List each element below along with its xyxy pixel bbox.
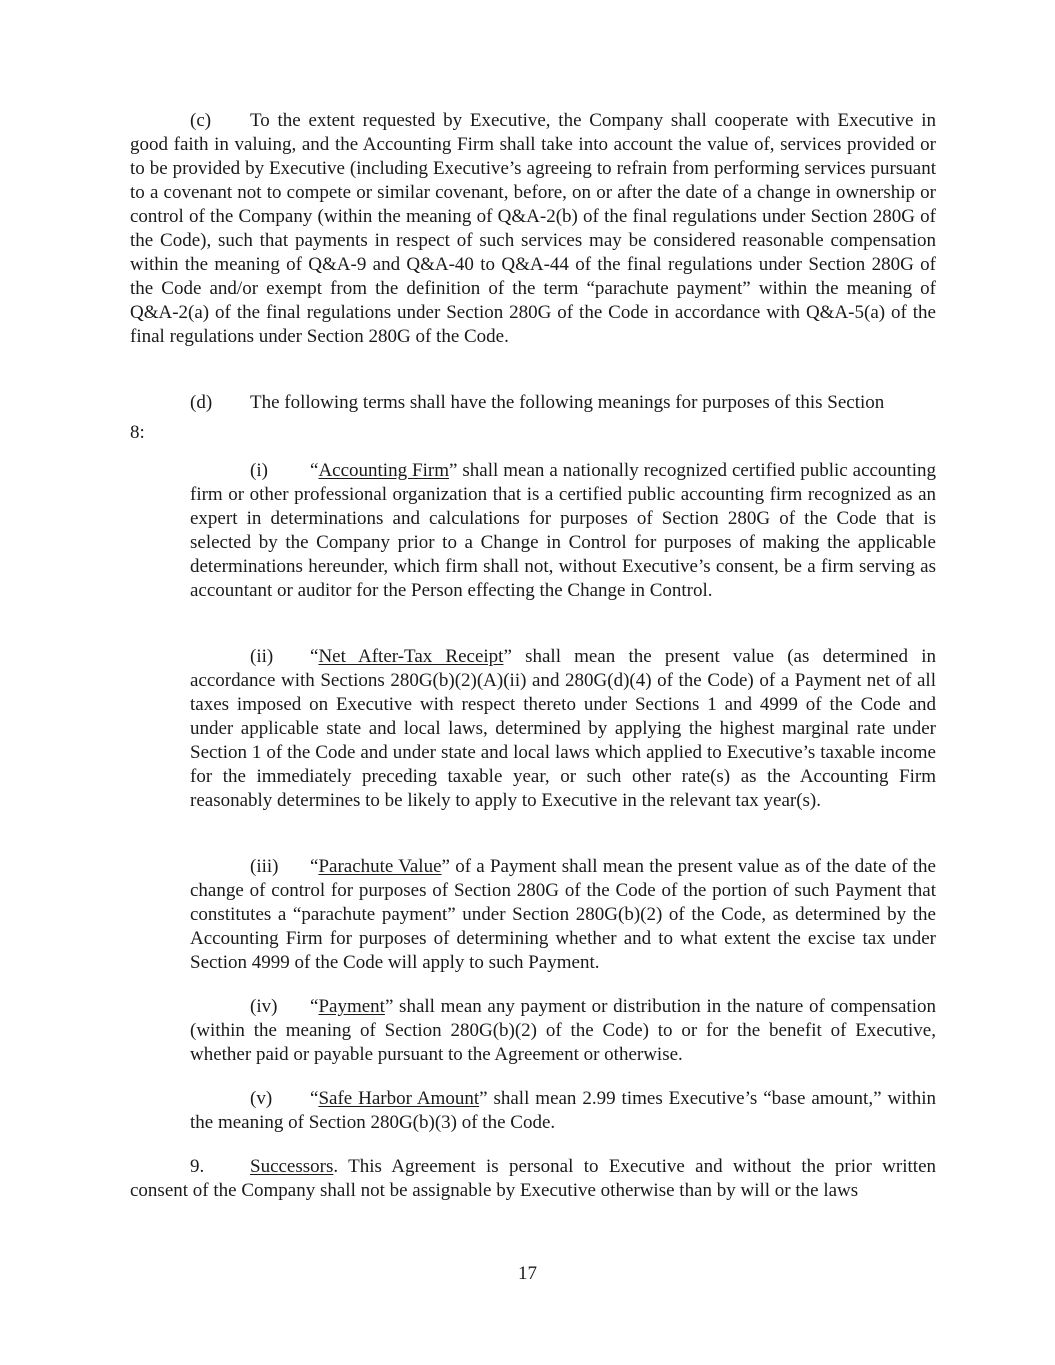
definition-label: (i)	[250, 460, 268, 481]
definition-accounting-firm	[190, 459, 936, 603]
definition-open-quote: “	[310, 1088, 319, 1109]
definition-safe-harbor-amount	[190, 1087, 936, 1135]
paragraph-d-continuation: 8:	[130, 422, 145, 443]
section-9-heading: Successors	[250, 1156, 334, 1177]
defined-term: Parachute Value	[318, 856, 442, 877]
definition-parachute-value	[190, 855, 936, 975]
definition-text: ” shall mean 2.99 times Executive’s “base amount,” within the meaning of Section 280G(b)(3) of the Code.	[190, 1088, 936, 1133]
paragraph-d-label: (d)	[190, 392, 213, 413]
definition-label: (v)	[250, 1088, 273, 1109]
definition-open-quote: “	[310, 646, 319, 667]
paragraph-c-text: To the extent requested by Executive, the Company shall cooperate with Executive in good faith in valuing, and the Accounting Firm shall take into account the value of, services provided or to be provided by Executive (including Executive’s agreeing to refrain from performing services pursuant to a covenant not to compete or similar covenant, before, on or after the date of a change in ownership or control of the Company (within the meaning of Q&A-2(b) of the final regulations under Section 280G of the Code), such that payments in respect of such services may be considered reasonable compensation within the meaning of Q&A-9 and Q&A-40 to Q&A-44 of the final regulations under Section 280G of the Code and/or exempt from the definition of the term “parachute payment” within the meaning of Q&A-2(a) of the final regulations under Section 280G of the Code in accordance with Q&A-5(a) of the final regulations under Section 280G of the Code.	[130, 110, 936, 347]
definition-label: (iii)	[250, 856, 279, 877]
definition-label: (ii)	[250, 646, 274, 667]
page-number: 17	[518, 1263, 537, 1284]
paragraph-d	[130, 391, 936, 445]
definition-text: ” of a Payment shall mean the present value as of the date of the change of control for purposes of Section 280G of the Code of the portion of such Payment that constitutes a “parachute payment” under Section 280G(b)(2) of the Code, as determined by the Accounting Firm for purposes of determining whether and to what extent the excise tax under Section 4999 of the Code will apply to such Payment.	[190, 856, 936, 973]
paragraph-d-text: The following terms shall have the following meanings for purposes of this Section	[250, 392, 885, 413]
definition-text: ” shall mean the present value (as determined in accordance with Sections 280G(b)(2)(A)(ii) and 280G(d)(4) of the Code) of a Payment net of all taxes imposed on Executive with respect thereto under Sections 1 and 4999 of the Code and under applicable state and local laws, determined by applying the highest marginal rate under Section 1 of the Code and under state and local laws which applied to Executive’s taxable income for the immediately preceding taxable year, or such other rate(s) as the Accounting Firm reasonably determines to be likely to apply to Executive in the relevant tax year(s).	[190, 646, 936, 811]
section-9-successors	[130, 1155, 936, 1203]
definition-label: (iv)	[250, 996, 278, 1017]
definition-payment	[190, 995, 936, 1067]
section-9-label: 9.	[190, 1156, 205, 1177]
defined-term: Payment	[318, 996, 385, 1017]
definition-open-quote: “	[310, 460, 319, 481]
section-9-text: . This Agreement is personal to Executive and without the prior written consent of the Company shall not be assignable by Executive otherwise than by will or the laws	[130, 1156, 936, 1201]
definition-text: ” shall mean a nationally recognized certified public accounting firm or other professional organization that is a certified public accounting firm recognized as an expert in determinations and calculations for purposes of Section 280G of the Code that is selected by the Company prior to a Change in Control for purposes of making the applicable determinations hereunder, which firm shall not, without Executive’s consent, be a firm serving as accountant or auditor for the Person effecting the Change in Control.	[190, 460, 936, 601]
definition-open-quote: “	[310, 996, 319, 1017]
defined-term: Net After-Tax Receipt	[318, 646, 504, 667]
definition-net-after-tax-receipt	[190, 645, 936, 813]
paragraph-d-first-line	[130, 391, 936, 415]
defined-term: Safe Harbor Amount	[318, 1088, 480, 1109]
definition-open-quote: “	[310, 856, 319, 877]
defined-term: Accounting Firm	[318, 460, 449, 481]
definition-text: ” shall mean any payment or distribution in the nature of compensation (within the meaning of Section 280G(b)(2) of the Code) to or for the benefit of Executive, whether paid or payable pursuant to the Agreement or otherwise.	[190, 996, 936, 1065]
paragraph-c	[130, 109, 936, 349]
paragraph-c-label: (c)	[190, 110, 212, 131]
